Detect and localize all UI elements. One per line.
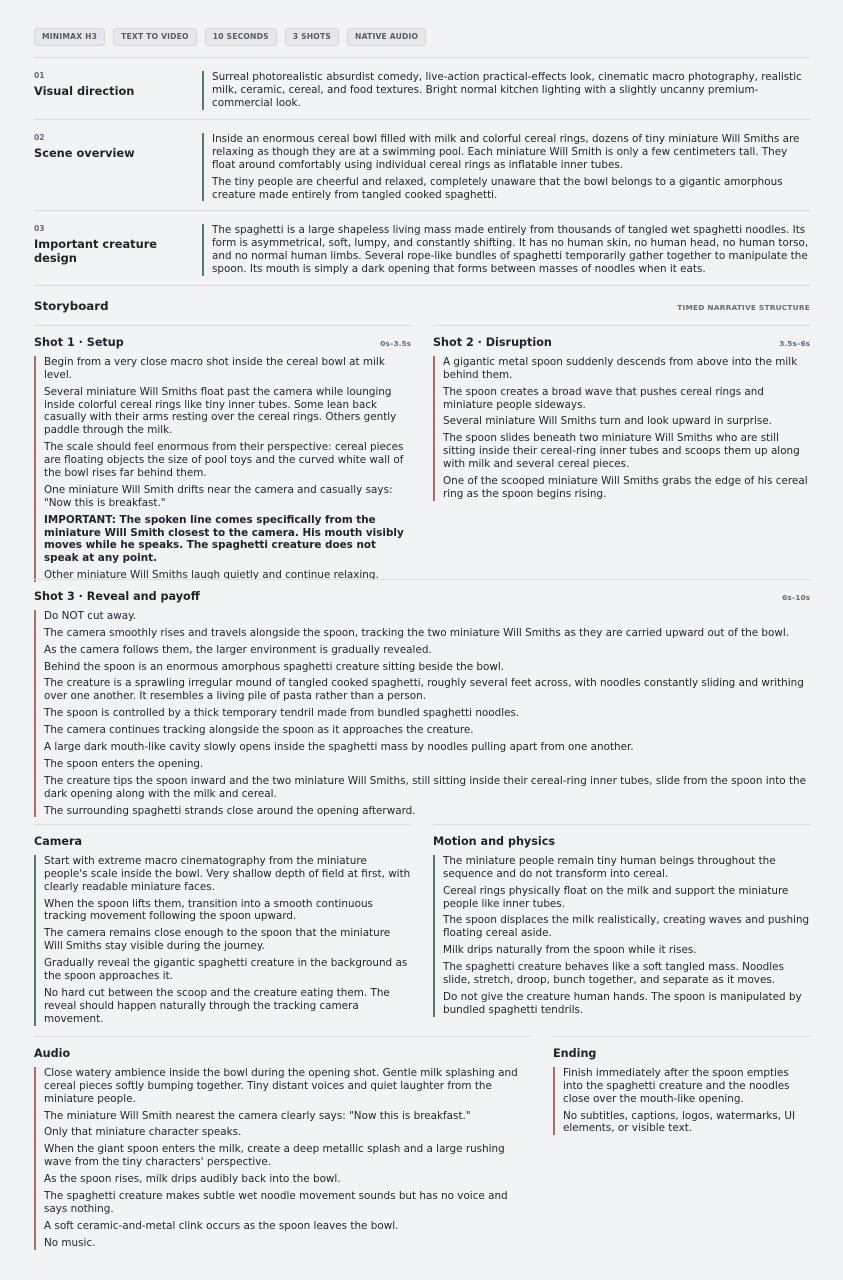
shot-title: Shot 1 · Setup — [34, 336, 124, 349]
list-item: Close watery ambience inside the bowl during the opening shot. Gentle milk splashing and cereal pieces softly bumping together. Tiny distant voices and quiet laughter from the miniature people. — [44, 1066, 518, 1105]
paragraph: The spaghetti is a large shapeless living mass made entirely from thousands of tangled wet spaghetti noodles. Its form is asymmetrical, soft, lumpy, and constantly shifting. It has no human skin, no human head, no human torso, and no normal human limbs. Several rope-like bundles of spaghetti temporarily gather together to manipulate the spoon. Its mouth is simply a dark opening that forms between masses of noodles when it eats. — [212, 224, 809, 275]
ending-section — [553, 1036, 810, 1135]
section-creature-design — [34, 224, 810, 276]
list-item: The miniature people remain tiny human beings throughout the sequence and do not transform into cereal. — [443, 854, 776, 880]
shot-time: 6s–10s — [782, 593, 810, 602]
list-item: No subtitles, captions, logos, watermarks, UI elements, or visible text. — [563, 1109, 796, 1135]
divider — [34, 119, 810, 120]
shot-title: Shot 2 · Disruption — [433, 336, 552, 349]
shot-time: 0s–3.5s — [380, 339, 411, 348]
section-header — [34, 71, 202, 110]
list-item: When the giant spoon enters the milk, create a deep metallic splash and a large rushing wave from the tiny characters' perspective. — [44, 1143, 505, 1169]
section-number: 02 — [34, 133, 45, 142]
section-number: 03 — [34, 224, 45, 233]
list-item: No music. — [44, 1236, 96, 1249]
motion-title: Motion and physics — [433, 835, 556, 848]
list-item: The spoon slides beneath two miniature Will Smiths who are still sitting inside their cereal-ring inner tubes and scoops them up along with milk and several cereal pieces. — [443, 432, 800, 471]
audio-title: Audio — [34, 1047, 71, 1060]
list-item: Several miniature Will Smiths float past the camera while lounging inside colorful cereal rings like tiny inner tubes. Some lean back casually with their arms resting over the cereal rings. Others gently paddle through the milk. — [44, 385, 397, 437]
list-item: No hard cut between the scoop and the creature eating them. The reveal should happen naturally through the tracking camera movement. — [44, 986, 390, 1025]
shot-3 — [34, 579, 810, 817]
section-title: Important creature design — [34, 237, 158, 266]
list-item: Other miniature Will Smiths laugh quietly and continue relaxing. — [44, 569, 379, 582]
section-body — [202, 224, 810, 276]
paragraph: Surreal photorealistic absurdist comedy, live-action practical-effects look, cinematic macro photography, realistic milk, ceramic, cereal, and food textures. Bright normal kitchen lighting with a slightly uncanny premium-commercial look. — [212, 71, 802, 109]
divider — [34, 824, 411, 825]
shot-lines — [34, 356, 411, 582]
important-note: IMPORTANT: The spoken line comes specifically from the miniature Will Smith closest to the camera. His mouth visibly moves while he speaks. The spaghetti creature does not speak at any point. — [44, 513, 404, 565]
list-item: The creature is a sprawling irregular mound of tangled cooked spaghetti, roughly several feet across, with noodles constantly sliding and writhing over one another. It resembles a living pile of pasta rather than a person. — [44, 677, 804, 703]
shot-lines — [433, 356, 810, 501]
paragraph: The tiny people are cheerful and relaxed, completely unaware that the bowl belongs to a gigantic amorphous creature made entirely from tangled cooked spaghetti. — [212, 175, 783, 201]
shot-2 — [433, 325, 810, 501]
list-item: The camera remains close enough to the spoon that the miniature Will Smiths stay visible during the journey. — [44, 927, 391, 953]
section-number: 01 — [34, 71, 45, 80]
camera-lines — [34, 855, 411, 1026]
divider — [34, 325, 411, 326]
ending-lines — [553, 1067, 810, 1135]
section-header — [34, 224, 202, 276]
shot-header — [34, 590, 810, 604]
camera-section — [34, 824, 411, 1026]
motion-section — [433, 824, 810, 1017]
section-title: Visual direction — [34, 84, 135, 99]
paragraph: Inside an enormous cereal bowl filled with milk and colorful cereal rings, dozens of tiny miniature Will Smiths are relaxing as though they are at a swimming pool. Each miniature Will Smith is only a few centimeters tall. They float around comfortably using individual cereal rings as inflatable inner tubes. — [212, 133, 800, 171]
list-item: The spaghetti creature makes subtle wet noodle movement sounds but has no voice and says nothing. — [44, 1190, 508, 1215]
list-item: Milk drips naturally from the spoon while it rises. — [443, 944, 697, 957]
list-item: The spoon is controlled by a thick temporary tendril made from bundled spaghetti noodles. — [44, 707, 520, 720]
shot-title: Shot 3 · Reveal and payoff — [34, 590, 200, 603]
tag-duration: 10 SECONDS — [205, 28, 277, 46]
list-item: Gradually reveal the gigantic spaghetti creature in the background as the spoon approaches it. — [44, 957, 408, 983]
motion-header — [433, 835, 810, 849]
shot-header — [433, 336, 810, 350]
list-item: The camera smoothly rises and travels alongside the spoon, tracking the two miniature Will Smiths as they are carried upward out of the bowl. — [44, 626, 790, 639]
list-item: One of the scooped miniature Will Smiths grabs the edge of his cereal ring as the spoon begins rising. — [443, 475, 808, 500]
list-item: Cereal rings physically float on the milk and support the miniature people like inner tubes. — [443, 884, 789, 910]
section-body — [202, 71, 810, 110]
spec-page — [34, 28, 810, 1249]
section-body — [202, 133, 810, 201]
list-item: The spoon displaces the milk realistically, creating waves and pushing floating cereal aside. — [443, 914, 810, 940]
shot-time: 3.5s–6s — [779, 339, 810, 348]
storyboard-subtitle: TIMED NARRATIVE STRUCTURE — [677, 303, 810, 312]
list-item: One miniature Will Smith drifts near the camera and casually says: "Now this is breakfast." — [44, 483, 393, 509]
divider — [433, 824, 810, 825]
list-item: A soft ceramic-and-metal clink occurs as the spoon leaves the bowl. — [44, 1219, 399, 1232]
divider — [553, 1036, 810, 1037]
section-visual-direction — [34, 71, 810, 110]
divider — [34, 210, 810, 211]
shot-header — [34, 336, 411, 350]
audio-lines — [34, 1067, 530, 1250]
divider — [34, 579, 810, 580]
list-item: Start with extreme macro cinematography from the miniature people's scale inside the bowl. Very shallow depth of field at first, with clearly readable miniature faces. — [44, 854, 411, 893]
list-item: Do NOT cut away. — [44, 609, 137, 622]
divider — [433, 325, 810, 326]
audio-header — [34, 1047, 530, 1061]
camera-title: Camera — [34, 835, 83, 848]
tag-model: MINIMAX H3 — [34, 28, 105, 46]
list-item: The creature tips the spoon inward and the two miniature Will Smiths, still sitting inside their cereal-ring inner tubes, slide from the spoon into the dark opening along with the milk and cereal. — [44, 774, 807, 800]
ending-title: Ending — [553, 1047, 597, 1060]
list-item: Do not give the creature human hands. The spoon is manipulated by bundled spaghetti tendrils. — [443, 990, 802, 1016]
storyboard-header — [34, 299, 810, 314]
shot-1 — [34, 325, 411, 582]
section-title: Scene overview — [34, 146, 135, 161]
storyboard-title: Storyboard — [34, 299, 109, 313]
motion-lines — [433, 855, 810, 1017]
list-item: The scale should feel enormous from their perspective: cereal pieces are floating objects the size of pool toys and the curved white wall of the bowl rises far behind them. — [44, 441, 404, 480]
list-item: A large dark mouth-like cavity slowly opens inside the spaghetti mass by noodles pulling apart from one another. — [44, 741, 634, 754]
tag-mode: TEXT TO VIDEO — [113, 28, 197, 46]
ending-header — [553, 1047, 810, 1061]
list-item: The spoon enters the opening. — [44, 757, 204, 770]
divider — [34, 57, 810, 58]
tag-row — [34, 28, 810, 46]
list-item: As the spoon rises, milk drips audibly back into the bowl. — [44, 1173, 341, 1186]
list-item: Finish immediately after the spoon empties into the spaghetti creature and the noodles close over the mouth-like opening. — [563, 1066, 790, 1105]
shot-lines — [34, 610, 810, 818]
list-item: Several miniature Will Smiths turn and look upward in surprise. — [443, 415, 772, 428]
list-item: The spoon creates a broad wave that pushes cereal rings and miniature people sideways. — [443, 385, 764, 411]
list-item: When the spoon lifts them, transition into a smooth continuous tracking movement following the spoon upward. — [44, 897, 373, 923]
list-item: Behind the spoon is an enormous amorphous spaghetti creature sitting beside the bowl. — [44, 660, 505, 673]
list-item: The surrounding spaghetti strands close around the opening afterward. — [44, 804, 416, 817]
list-item: Begin from a very close macro shot inside the cereal bowl at milk level. — [44, 355, 385, 381]
tag-audio: NATIVE AUDIO — [347, 28, 426, 46]
section-scene-overview — [34, 133, 810, 201]
audio-section — [34, 1036, 530, 1250]
list-item: A gigantic metal spoon suddenly descends from above into the milk behind them. — [443, 355, 798, 381]
list-item: As the camera follows them, the larger environment is gradually revealed. — [44, 643, 432, 656]
section-header — [34, 133, 202, 201]
list-item: Only that miniature character speaks. — [44, 1126, 242, 1139]
list-item: The spaghetti creature behaves like a soft tangled mass. Noodles slide, stretch, droop, bunch together, and separate as it moves. — [443, 961, 784, 987]
camera-header — [34, 835, 411, 849]
tag-shots: 3 SHOTS — [285, 28, 339, 46]
divider — [34, 285, 810, 286]
list-item: The camera continues tracking alongside the spoon as it approaches the creature. — [44, 724, 474, 737]
divider — [34, 1036, 530, 1037]
list-item: The miniature Will Smith nearest the camera clearly says: "Now this is breakfast." — [44, 1109, 471, 1122]
